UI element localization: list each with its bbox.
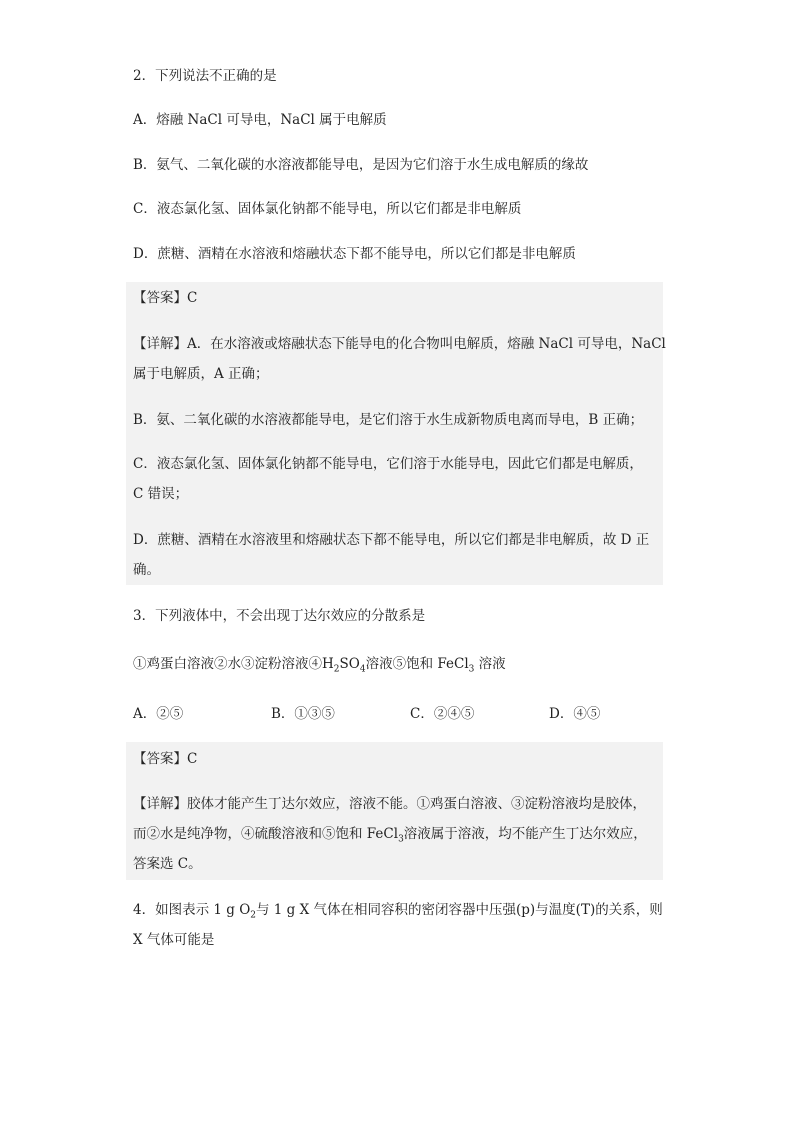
q2-detail-line: 属于电解质，A 正确； bbox=[133, 366, 269, 382]
q2-stem: 2．下列说法不正确的是 bbox=[133, 68, 277, 84]
q3-answer: 【答案】C bbox=[133, 751, 198, 767]
q2-option-c: C．液态氯化氢、固体氯化钠都不能导电，所以它们都是非电解质 bbox=[133, 201, 522, 217]
q4-stem-line2: X 气体可能是 bbox=[133, 932, 215, 948]
q3-detail-line: 答案选 C。 bbox=[133, 856, 202, 872]
q2-answer: 【答案】C bbox=[133, 290, 198, 306]
q2-detail-line: B．氨、二氧化碳的水溶液都能导电，是它们溶于水生成新物质电离而导电，B 正确； bbox=[133, 412, 644, 428]
q2-detail-line: D．蔗糖、酒精在水溶液里和熔融状态下都不能导电，所以它们都是非电解质，故 D 正 bbox=[133, 532, 650, 548]
q3-stem: 3．下列液体中，不会出现丁达尔效应的分散系是 bbox=[133, 608, 426, 624]
q2-detail-line: 确。 bbox=[133, 562, 160, 578]
q2-option-b: B．氨气、二氧化碳的水溶液都能导电，是因为它们溶于水生成电解质的缘故 bbox=[133, 157, 589, 173]
q2-option-d: D．蔗糖、酒精在水溶液和熔融状态下都不能导电，所以它们都是非电解质 bbox=[133, 246, 576, 262]
q3-option-b: B．①③⑤ bbox=[271, 706, 335, 722]
q2-detail-line: 【详解】A．在水溶液或熔融状态下能导电的化合物叫电解质，熔融 NaCl 可导电，NaCl bbox=[133, 336, 666, 352]
q3-option-d: D．④⑤ bbox=[549, 706, 601, 722]
q2-option-a: A．熔融 NaCl 可导电，NaCl 属于电解质 bbox=[133, 112, 387, 128]
q3-option-c: C．②④⑤ bbox=[410, 706, 475, 722]
q3-option-a: A．②⑤ bbox=[133, 706, 184, 722]
q3-detail-line: 而②水是纯净物，④硫酸溶液和⑤饱和 FeCl$_3$溶液属于溶液，均不能产生丁达尔效应， bbox=[133, 826, 647, 845]
q2-detail-line: C 错误； bbox=[133, 486, 189, 502]
q3-detail-line: 【详解】胶体才能产生丁达尔效应，溶液不能。①鸡蛋白溶液、③淀粉溶液均是胶体， bbox=[133, 796, 646, 812]
q2-detail-line: C．液态氯化氢、固体氯化钠都不能导电，它们溶于水能导电，因此它们都是电解质， bbox=[133, 456, 643, 472]
q3-items: ①鸡蛋白溶液②水③淀粉溶液$④H_2SO_4$溶液⑤饱和 FeCl$_3$ 溶液 bbox=[133, 656, 506, 675]
q4-stem: 4．如图表示 1 g $O_2$与 1 g X 气体在相同容积的密闭容器中压强(p)与温度(T)的关系，则 bbox=[133, 902, 663, 921]
